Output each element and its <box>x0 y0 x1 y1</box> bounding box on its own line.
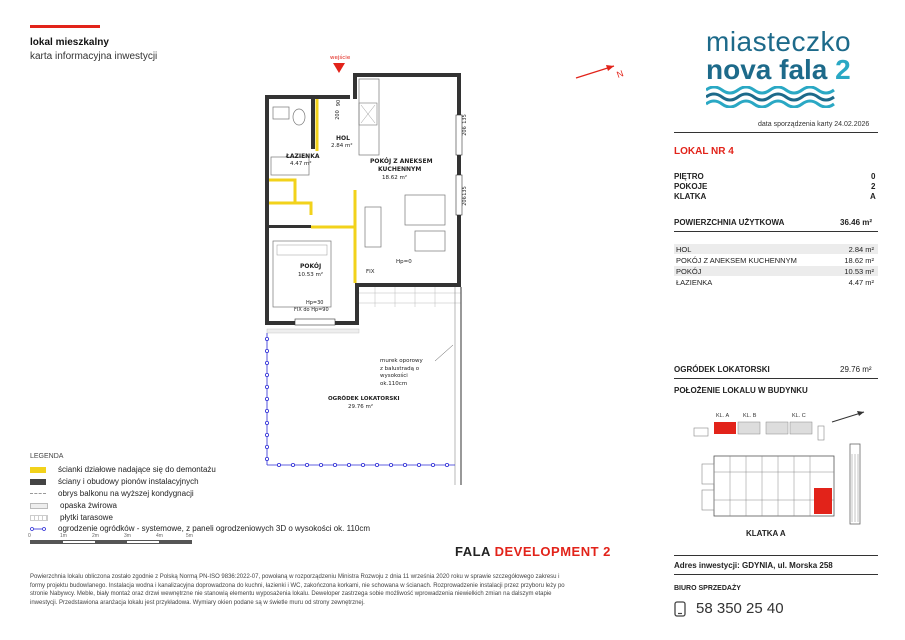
svg-text:N: N <box>615 68 625 80</box>
header-accent-line <box>30 25 100 28</box>
stair-label: KLATKA <box>674 192 707 201</box>
stair-value: A <box>870 192 876 201</box>
developer-name <box>455 544 611 559</box>
wall-note-line: wysokości <box>380 373 408 379</box>
divider <box>674 378 878 379</box>
rooms-label: POKOJE <box>674 182 708 191</box>
klatka-label-a: KL. A <box>716 413 730 419</box>
waves-icon <box>706 86 846 108</box>
room-area: 10.53 m² <box>844 267 874 276</box>
scale-label: 5m <box>186 533 193 539</box>
legend-item <box>30 477 199 486</box>
floor-label: PIĘTRO <box>674 172 704 181</box>
legend-text: ściany i obudowy pionów instalacyjnych <box>58 477 199 486</box>
garden-plan-area: 29.76 m² <box>348 404 374 410</box>
dim-label: 135 <box>461 186 468 196</box>
divider <box>674 132 878 133</box>
room-name: POKÓJ <box>676 267 702 276</box>
developer-part2: DEVELOPMENT 2 <box>494 544 611 559</box>
room-row <box>674 266 878 276</box>
logo-number: 2 <box>835 54 851 85</box>
legend-text: obrys balkonu na wyższej kondygnacji <box>58 489 194 498</box>
developer-part1: FALA <box>455 544 491 559</box>
dim-label: 135 <box>461 114 468 124</box>
klatka-caption: KLATKA A <box>746 529 786 538</box>
footnote: Powierzchnia lokalu obliczona zostało zgodnie z Polską Normą PN-ISO 9836:2022-07, powołaną w rozporządzeniu Ministra Rozwoju z dnia 11 września 2020 roku w sprawie szczegółowego zakresu i formy projektu budowlanego. Instalacja wodna i kanalizacyjna doprowadzona do kuchni, łazienki i WC, zakończona korkami, nie schowana w ścianach. Rozprowadzenie instalacji przez przyboru leży po stronie Nabywcy. Meble, biały montaż oraz drzwi wewnętrzne nie stanowią elementu wyposażenia lokalu. Deweloper zastrzega sobie możliwość wprowadzenia niewielkich zmian na dalszym etapie inwestycji. Przedstawiona aranżacja lokalu jest przykładowa. Wymiary okien podane są w świetle muru od strony zewnętrznej. <box>30 574 565 606</box>
scale-label: 0 <box>28 533 31 539</box>
room-area: 2.84 m² <box>848 245 874 254</box>
wall-note <box>380 358 423 388</box>
phone-icon <box>674 601 686 617</box>
position-label: POŁOŻENIE LOKALU W BUDYNKU <box>674 386 808 395</box>
room-area: 4.47 m² <box>848 278 874 287</box>
entrance-arrow-icon <box>333 63 345 73</box>
logo-line2-text: nova fala <box>706 54 828 85</box>
legend-swatch <box>30 493 46 494</box>
living-name-2: KUCHENNYM <box>378 166 422 173</box>
win-label-1: Hp=30 <box>306 300 324 306</box>
scale-label: 1m <box>60 533 67 539</box>
card-date: data sporządzenia karty 24.02.2026 <box>758 121 870 128</box>
room-row <box>674 277 878 287</box>
garden-value: 29.76 m² <box>840 365 872 374</box>
hol-name: HOL <box>336 135 350 142</box>
scale-label: 2m <box>92 533 99 539</box>
fix-label: FIX <box>366 269 375 275</box>
wall-note-line: z balustradą o <box>380 365 420 372</box>
dim-label: 206 <box>461 126 468 136</box>
room-name: HOL <box>676 245 692 254</box>
legend-item <box>30 465 216 474</box>
page-subtitle: karta informacyjna inwestycji <box>30 51 158 62</box>
sales-label: BIURO SPRZEDAŻY <box>674 585 741 592</box>
legend-swatch <box>30 503 48 509</box>
scale-label: 3m <box>124 533 131 539</box>
address <box>674 561 833 570</box>
room-name: POKÓJ Z ANEKSEM KUCHENNYM <box>676 256 797 265</box>
north-arrow-icon <box>572 60 632 82</box>
hol-area: 2.84 m² <box>331 143 353 149</box>
dim-label: 206 <box>461 196 468 206</box>
wall-note-line: ok.110cm <box>380 380 408 387</box>
divider <box>674 231 878 232</box>
win-label-2: FIX do Hp=90 <box>294 307 329 313</box>
room-row <box>674 255 878 265</box>
divider <box>674 574 878 575</box>
fence-icon <box>30 526 46 532</box>
legend-item <box>30 501 117 510</box>
living-area: 18.62 m² <box>382 175 408 181</box>
floor-plan <box>255 55 470 485</box>
scale-label: 4m <box>156 533 163 539</box>
room-area: 18.62 m² <box>844 256 874 265</box>
bath-name: ŁAZIENKA <box>286 153 320 160</box>
legend-item <box>30 489 194 498</box>
phone-number: 58 350 25 40 <box>696 600 784 617</box>
floor-value: 0 <box>871 172 876 181</box>
klatka-label-c: KL. C <box>792 413 806 419</box>
klatka-label-b: KL. B <box>743 413 757 419</box>
hp-label: Hp=0 <box>396 259 412 265</box>
legend-swatch <box>30 467 46 473</box>
legend-item <box>30 524 370 533</box>
area-value: 36.46 m² <box>840 218 873 227</box>
divider <box>674 555 878 556</box>
bath-area: 4.47 m² <box>290 161 312 167</box>
scale-bar <box>28 533 193 545</box>
logo-line1: miasteczko <box>706 26 852 57</box>
legend-item <box>30 513 113 522</box>
legend-swatch <box>30 479 46 485</box>
legend-swatch <box>30 515 48 521</box>
garden-plan-name: OGRÓDEK LOKATORSKI <box>328 396 400 402</box>
logo <box>706 28 866 108</box>
legend-text: ogrodzenie ogródków - systemowe, z paneli ogrodzeniowych 3D o wysokości ok. 110cm <box>58 524 371 533</box>
room-name: POKÓJ <box>300 263 322 270</box>
legend-title: LEGENDA <box>30 453 64 460</box>
sales-phone[interactable] <box>674 600 784 617</box>
garden-label: OGRÓDEK LOKATORSKI <box>674 365 770 374</box>
legend-text: ścianki działowe nadające się do demontażu <box>58 465 216 474</box>
room-row <box>674 244 878 254</box>
legend-text: opaska żwirowa <box>60 501 117 510</box>
room-name: ŁAZIENKA <box>676 278 713 287</box>
unit-name: LOKAL NR 4 <box>674 146 734 157</box>
page-title: lokal mieszkalny <box>30 37 109 48</box>
logo-line2 <box>706 56 866 84</box>
living-name-1: POKÓJ Z ANEKSEM <box>370 158 433 165</box>
legend-text: płytki tarasowe <box>60 513 113 522</box>
dim-label: 90 <box>336 99 343 107</box>
address-label: Adres inwestycji: <box>674 561 740 570</box>
wall-note-line: murek oporowy <box>380 358 423 364</box>
room-area: 10.53 m² <box>298 272 324 278</box>
rooms-value: 2 <box>871 182 876 191</box>
address-value: GDYNIA, ul. Morska 258 <box>742 561 833 570</box>
entrance-label: wejście <box>330 55 351 61</box>
dim-label: 200 <box>334 110 341 120</box>
area-label: POWIERZCHNIA UŻYTKOWA <box>674 218 785 227</box>
